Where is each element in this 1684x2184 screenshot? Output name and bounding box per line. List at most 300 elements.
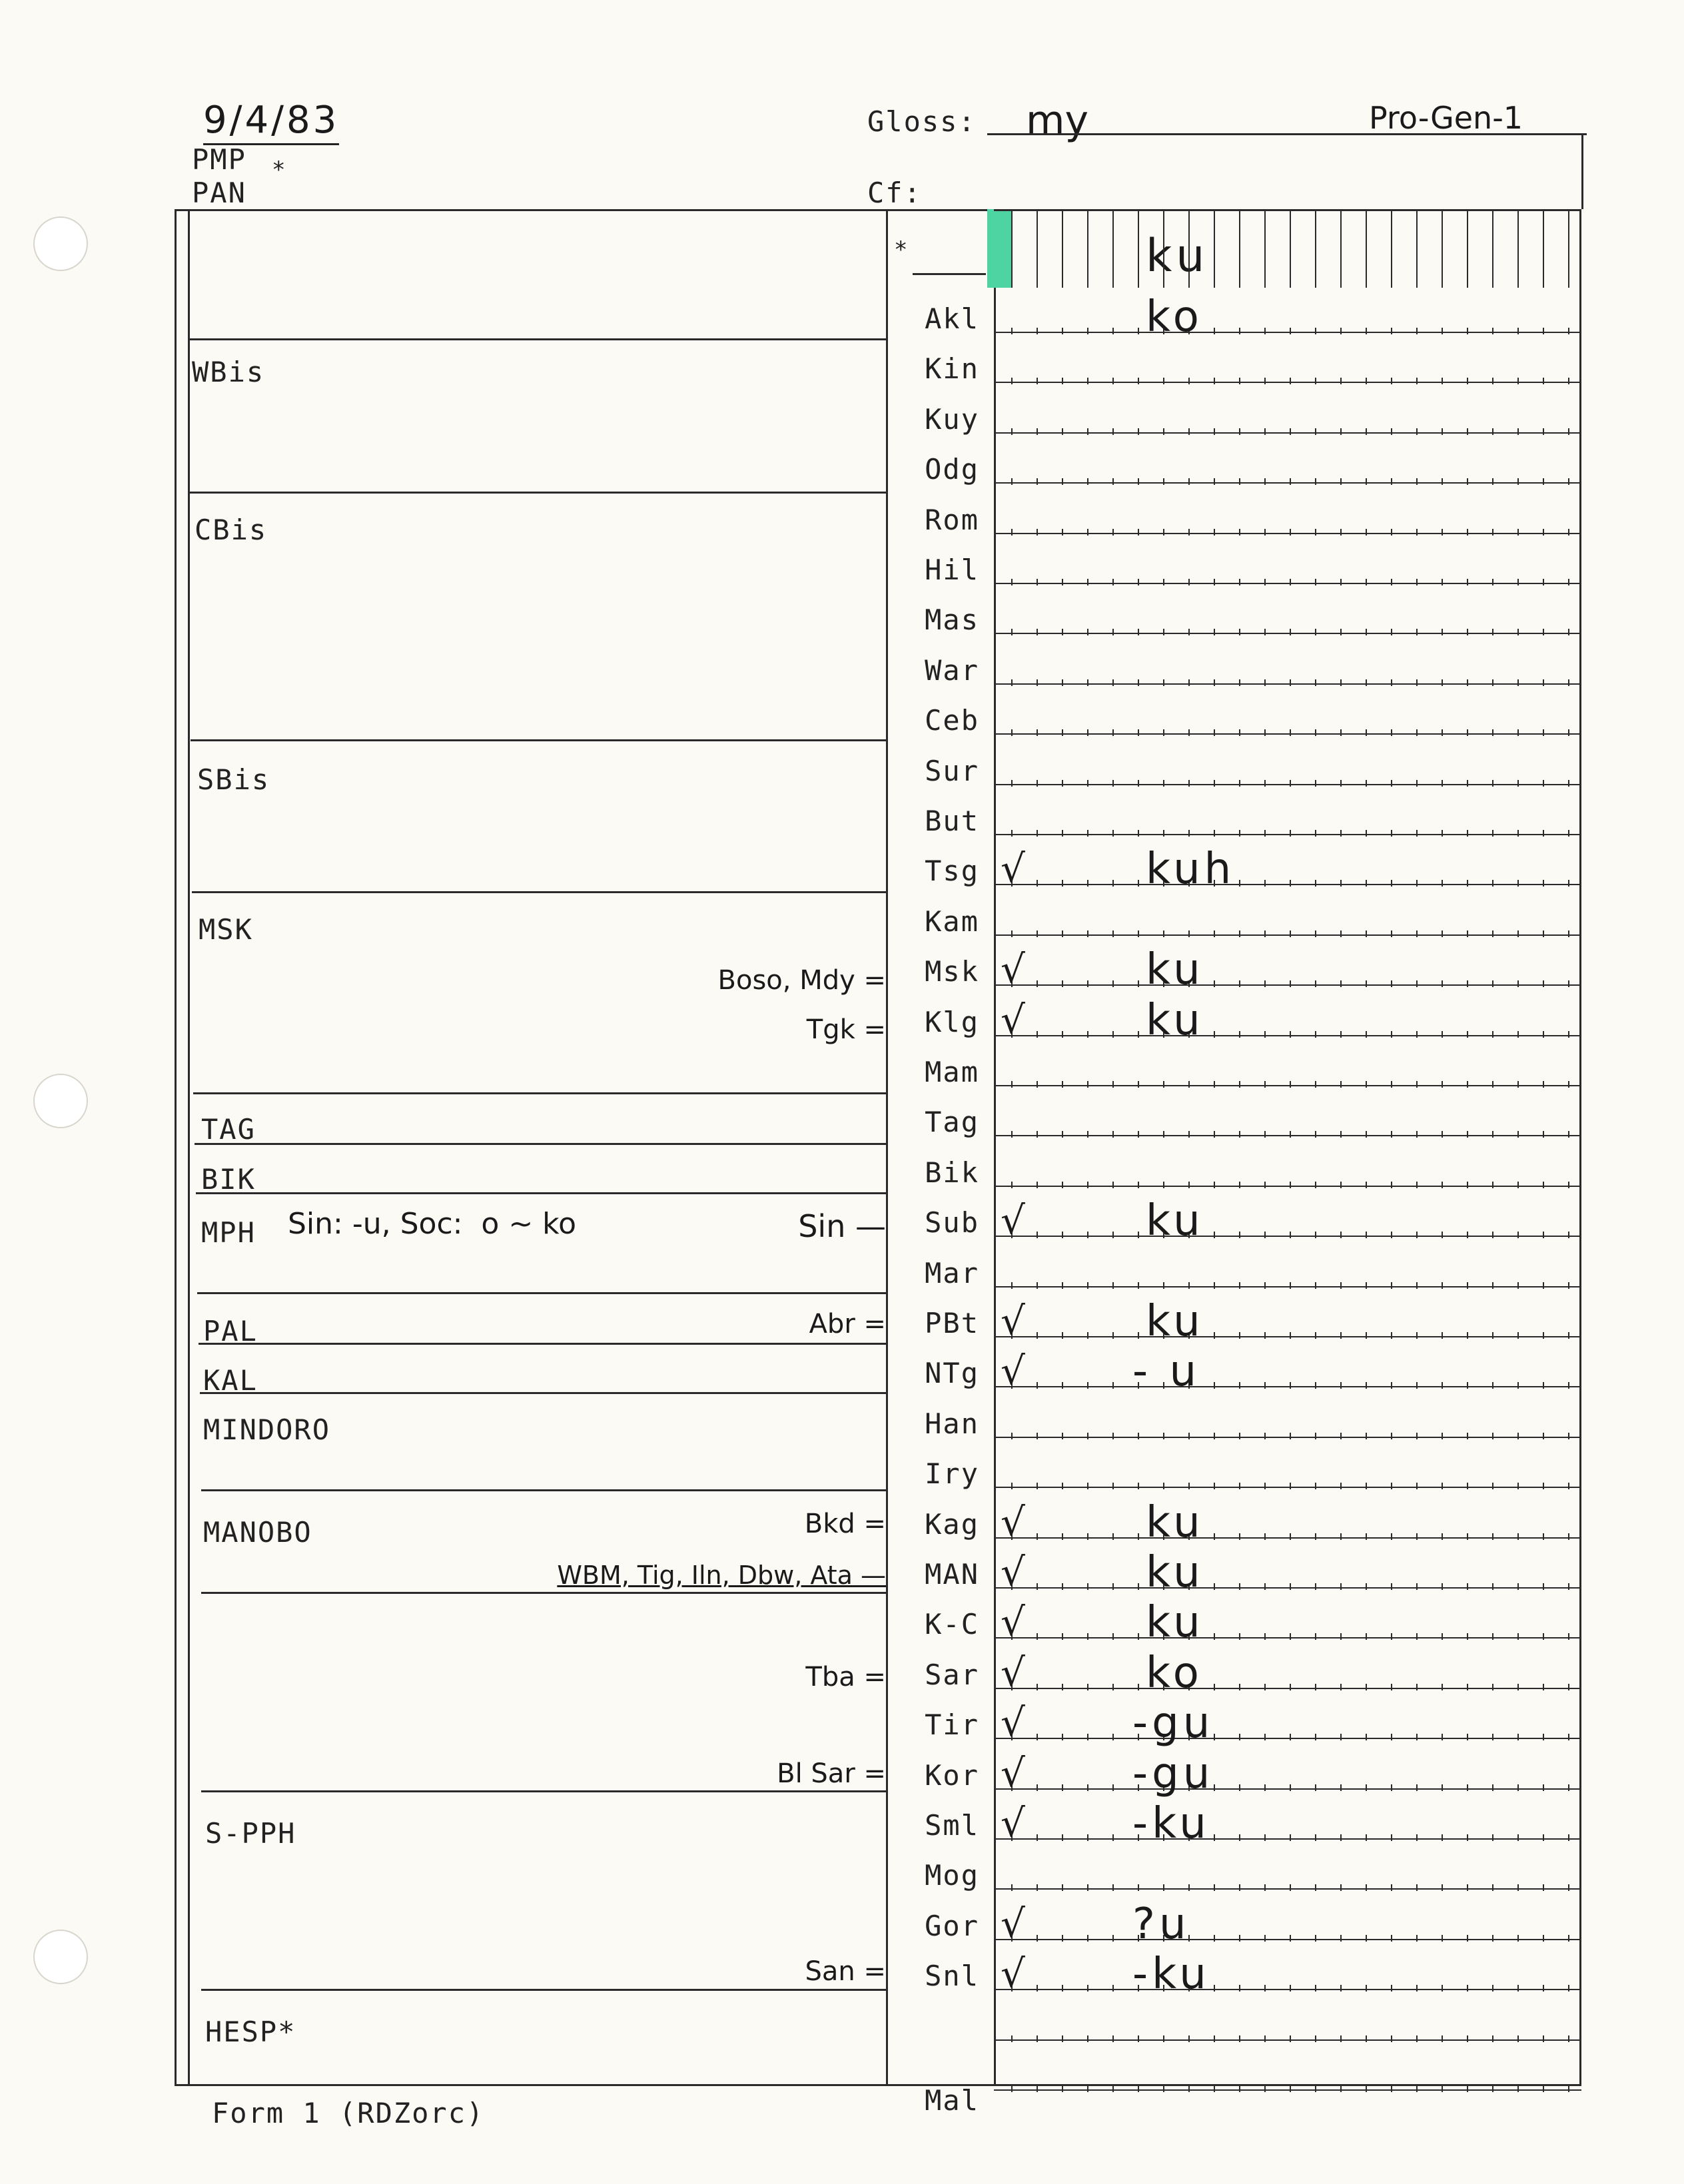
row-check: √ <box>1001 1900 1025 1946</box>
row-tick <box>1163 579 1164 585</box>
row-tick <box>1315 478 1316 485</box>
row-tick <box>1517 529 1519 536</box>
row-tick <box>1340 1282 1342 1289</box>
note-sub: Sin — <box>798 1208 886 1244</box>
row-tick <box>1239 1483 1240 1489</box>
row-tick <box>1340 1734 1342 1740</box>
row-tick <box>1062 729 1063 736</box>
row-tick <box>1264 428 1266 435</box>
row-tick <box>1062 1734 1063 1740</box>
row-code: Rom <box>925 503 979 536</box>
row-tick <box>1442 1433 1443 1439</box>
row-tick <box>1315 1081 1316 1088</box>
row-tick <box>1290 579 1291 585</box>
row-tick <box>1037 1232 1038 1238</box>
row-tick <box>1568 1784 1569 1791</box>
row-check: √ <box>1001 1499 1025 1545</box>
row-tick <box>1315 1935 1316 1942</box>
row-tick <box>1568 378 1569 384</box>
row-code: Kuy <box>925 402 979 436</box>
row-tick <box>1264 1483 1266 1489</box>
row-code: Kin <box>925 352 979 386</box>
row-tick <box>1062 1282 1063 1289</box>
row-tick <box>1112 1583 1114 1590</box>
row-tick <box>1239 1282 1240 1289</box>
row-tick <box>1517 1684 1519 1690</box>
row-tick <box>1442 529 1443 536</box>
row-tick <box>1568 1884 1569 1891</box>
row-tick <box>1214 1985 1215 1992</box>
row-check: √ <box>1001 1599 1025 1645</box>
row-tick <box>1517 1282 1519 1289</box>
row-tick <box>1138 1031 1139 1038</box>
row-code: Hil <box>925 553 979 586</box>
row-tick <box>1315 679 1316 686</box>
binder-hole-middle <box>33 1074 88 1128</box>
row-tick <box>1340 1232 1342 1238</box>
row-tick <box>1264 1935 1266 1942</box>
row-tick <box>1264 1332 1266 1339</box>
row-tick <box>1138 328 1139 334</box>
row-tick <box>1239 378 1240 384</box>
row-tick <box>1568 980 1569 987</box>
row-tick <box>1517 1131 1519 1138</box>
row-tick <box>1340 328 1342 334</box>
row-tick <box>1492 1633 1493 1640</box>
row-code: K-C <box>925 1608 979 1641</box>
row-tick <box>1163 378 1164 384</box>
row-tick <box>1366 629 1367 635</box>
row-tick <box>1543 729 1544 736</box>
row-tick <box>1214 930 1215 937</box>
row-tick <box>1442 1232 1443 1238</box>
row-tick <box>1037 2085 1038 2092</box>
row-tick <box>1340 1583 1342 1590</box>
row-tick <box>1366 1935 1367 1942</box>
row-tick <box>1011 478 1013 485</box>
row-tick <box>1214 629 1215 635</box>
row-tick <box>1442 579 1443 585</box>
grid-column-tick <box>1442 209 1443 288</box>
row-tick <box>1467 1382 1468 1389</box>
row-tick <box>1315 629 1316 635</box>
row-tick <box>1391 980 1392 987</box>
row-tick <box>1087 478 1088 485</box>
row-tick <box>1138 679 1139 686</box>
row-tick <box>1340 2085 1342 2092</box>
row-tick <box>1467 930 1468 937</box>
section-divider <box>197 1292 886 1294</box>
row-tick <box>1517 1081 1519 1088</box>
row-code: Kor <box>925 1758 979 1792</box>
row-tick <box>1492 830 1493 837</box>
row-tick <box>1467 428 1468 435</box>
row-tick <box>1340 1935 1342 1942</box>
row-tick <box>1315 1483 1316 1489</box>
row-tick <box>1340 428 1342 435</box>
row-tick <box>1112 1483 1114 1489</box>
row-tick <box>1568 1433 1569 1439</box>
row-code: Klg <box>925 1005 979 1038</box>
row-tick <box>1087 1985 1088 1992</box>
row-tick <box>1163 679 1164 686</box>
row-tick <box>1037 1382 1038 1389</box>
row-tick <box>1340 478 1342 485</box>
row-tick <box>1062 328 1063 334</box>
row-tick <box>1062 579 1063 585</box>
row-tick <box>1037 529 1038 536</box>
section-manobo: MANOBO <box>203 1516 312 1549</box>
row-tick <box>1214 980 1215 987</box>
row-tick <box>1467 1332 1468 1339</box>
row-tick <box>1290 428 1291 435</box>
grid-column-tick <box>1062 209 1063 288</box>
row-tick <box>1315 1834 1316 1841</box>
row-tick <box>1239 1433 1240 1439</box>
section-divider <box>188 338 886 340</box>
row-tick <box>1290 1433 1291 1439</box>
row-tick <box>1517 478 1519 485</box>
row-tick <box>1517 1483 1519 1489</box>
row-tick <box>1239 328 1240 334</box>
section-mph: MPH <box>201 1216 256 1249</box>
row-tick <box>1442 1834 1443 1841</box>
row-tick <box>1340 1784 1342 1791</box>
row-tick <box>1416 1483 1418 1489</box>
row-tick <box>1568 1332 1569 1339</box>
row-tick <box>1087 1834 1088 1841</box>
row-tick <box>1492 1935 1493 1942</box>
row-tick <box>1391 1031 1392 1038</box>
row-tick <box>1011 1433 1013 1439</box>
row-form: -ku <box>1132 1950 1210 2000</box>
row-tick <box>1391 1081 1392 1088</box>
row-tick <box>1366 529 1367 536</box>
row-tick <box>1290 1182 1291 1188</box>
row-tick <box>1391 629 1392 635</box>
row-tick <box>1290 629 1291 635</box>
row-tick <box>1062 378 1063 384</box>
section-mindoro: MINDORO <box>203 1413 331 1446</box>
row-tick <box>1366 1382 1367 1389</box>
row-tick <box>1492 478 1493 485</box>
row-tick <box>1087 529 1088 536</box>
row-tick <box>1239 2085 1240 2092</box>
row-tick <box>1239 1382 1240 1389</box>
row-tick <box>1138 428 1139 435</box>
row-tick <box>1087 1784 1088 1791</box>
row-tick <box>1517 1332 1519 1339</box>
row-code: Iry <box>925 1457 979 1491</box>
row-tick <box>1062 1834 1063 1841</box>
row-tick <box>1062 1232 1063 1238</box>
row-check: √ <box>1001 1298 1025 1343</box>
row-tick <box>1239 1935 1240 1942</box>
row-tick <box>1517 1433 1519 1439</box>
row-tick <box>1037 328 1038 334</box>
row-tick <box>1442 1081 1443 1088</box>
row-tick <box>1315 428 1316 435</box>
row-form: -ku <box>1132 1799 1210 1848</box>
row-tick <box>1442 729 1443 736</box>
row-tick <box>1188 679 1190 686</box>
footer: Form 1 (RDZorc) <box>212 2097 485 2129</box>
row-tick <box>1568 1684 1569 1690</box>
row-tick <box>1290 880 1291 887</box>
row-tick <box>1340 1985 1342 1992</box>
row-tick <box>1568 1533 1569 1540</box>
grid-column-tick <box>1037 209 1038 288</box>
row-tick <box>1138 378 1139 384</box>
row-tick <box>1264 2035 1266 2042</box>
section-divider <box>189 492 886 494</box>
row-tick <box>1011 378 1013 384</box>
section-divider <box>191 739 886 741</box>
row-tick <box>1315 830 1316 837</box>
row-tick <box>1037 629 1038 635</box>
row-tick <box>1315 1734 1316 1740</box>
row-tick <box>1340 1382 1342 1389</box>
row-tick <box>1568 1583 1569 1590</box>
section-sbis: SBis <box>197 763 270 796</box>
row-tick <box>1492 1131 1493 1138</box>
row-tick <box>1492 1533 1493 1540</box>
row-tick <box>1264 629 1266 635</box>
row-tick <box>1163 1483 1164 1489</box>
row-tick <box>1138 1081 1139 1088</box>
section-s-pph: S-PPH <box>205 1817 296 1850</box>
row-tick <box>1037 830 1038 837</box>
row-tick <box>1340 880 1342 887</box>
row-tick <box>1062 1884 1063 1891</box>
row-code: Sml <box>925 1809 979 1842</box>
row-tick <box>1391 1734 1392 1740</box>
row-code: Kam <box>925 905 979 938</box>
row-tick <box>1214 1734 1215 1740</box>
row-tick <box>1366 1232 1367 1238</box>
row-tick <box>1467 1282 1468 1289</box>
row-tick <box>1543 1533 1544 1540</box>
row-tick <box>1037 1182 1038 1188</box>
row-tick <box>1138 1282 1139 1289</box>
row-tick <box>1188 478 1190 485</box>
row-tick <box>1315 1031 1316 1038</box>
row-tick <box>1416 2085 1418 2092</box>
note-man: WBM, Tig, Iln, Dbw, Ata — <box>557 1561 886 1590</box>
row-code: NTg <box>925 1357 979 1390</box>
row-tick <box>1366 1533 1367 1540</box>
row-tick <box>1138 579 1139 585</box>
row-tick <box>1366 1884 1367 1891</box>
row-tick <box>1543 1583 1544 1590</box>
row-tick <box>1112 478 1114 485</box>
row-tick <box>1467 780 1468 787</box>
row-tick <box>1138 1884 1139 1891</box>
row-tick <box>1340 1533 1342 1540</box>
row-tick <box>1543 1834 1544 1841</box>
row-tick <box>1568 729 1569 736</box>
row-code: Han <box>925 1407 979 1440</box>
section-pal: PAL <box>203 1315 258 1347</box>
row-tick <box>1011 729 1013 736</box>
row-tick <box>1315 378 1316 384</box>
row-form: ku <box>1146 945 1204 995</box>
row-tick <box>1442 1131 1443 1138</box>
row-tick <box>1239 1332 1240 1339</box>
row-tick <box>1568 529 1569 536</box>
row-tick <box>1492 629 1493 635</box>
row-tick <box>1366 1081 1367 1088</box>
row-tick <box>1264 1031 1266 1038</box>
row-tick <box>1517 1232 1519 1238</box>
row-tick <box>1416 729 1418 736</box>
row-tick <box>1492 980 1493 987</box>
row-tick <box>1340 1131 1342 1138</box>
row-tick <box>1391 1232 1392 1238</box>
row-tick <box>1568 780 1569 787</box>
row-tick <box>1138 1633 1139 1640</box>
row-tick <box>1037 980 1038 987</box>
row-tick <box>1340 579 1342 585</box>
row-tick <box>1087 1734 1088 1740</box>
row-tick <box>1163 1182 1164 1188</box>
row-tick <box>1315 1382 1316 1389</box>
row-tick <box>1467 529 1468 536</box>
row-tick <box>1467 1131 1468 1138</box>
row-tick <box>1188 2085 1190 2092</box>
row-tick <box>1492 729 1493 736</box>
row-tick <box>1391 1583 1392 1590</box>
row-tick <box>1138 1332 1139 1339</box>
row-tick <box>1239 1182 1240 1188</box>
row-tick <box>1062 780 1063 787</box>
row-tick <box>1416 378 1418 384</box>
row-tick <box>1290 2085 1291 2092</box>
row-tick <box>1290 1734 1291 1740</box>
row-tick <box>1517 780 1519 787</box>
row-tick <box>1214 1583 1215 1590</box>
row-tick <box>1188 1131 1190 1138</box>
row-tick <box>1543 1182 1544 1188</box>
proto-form: ku <box>1146 230 1210 282</box>
row-code: Mas <box>925 603 979 637</box>
green-tab-marker <box>987 209 1011 288</box>
row-tick <box>1290 1081 1291 1088</box>
row-tick <box>1264 1433 1266 1439</box>
row-tick <box>1315 729 1316 736</box>
row-tick <box>1568 1734 1569 1740</box>
row-tick <box>1366 1131 1367 1138</box>
row-tick <box>1391 1332 1392 1339</box>
form-frame <box>175 209 1581 2086</box>
row-tick <box>1543 328 1544 334</box>
row-tick <box>1416 1533 1418 1540</box>
row-tick <box>1568 1483 1569 1489</box>
row-tick <box>1290 1834 1291 1841</box>
row-code: Sar <box>925 1658 979 1691</box>
cf-label: Cf: <box>867 177 922 209</box>
grid-column-tick <box>1467 209 1468 288</box>
row-tick <box>1568 1081 1569 1088</box>
row-tick <box>1340 1884 1342 1891</box>
row-tick <box>1568 1031 1569 1038</box>
code-column-left-border <box>886 209 888 2086</box>
row-tick <box>1264 1834 1266 1841</box>
date: 9/4/83 <box>203 99 339 145</box>
row-tick <box>1290 378 1291 384</box>
row-tick <box>1416 1131 1418 1138</box>
row-tick <box>1492 1433 1493 1439</box>
row-tick <box>1264 378 1266 384</box>
row-tick <box>1214 428 1215 435</box>
row-code: Msk <box>925 955 979 988</box>
row-tick <box>1062 830 1063 837</box>
row-tick <box>1188 1483 1190 1489</box>
row-tick <box>1112 930 1114 937</box>
row-tick <box>1467 1483 1468 1489</box>
row-tick <box>1416 980 1418 987</box>
row-tick <box>1467 1884 1468 1891</box>
row-tick <box>1062 478 1063 485</box>
row-tick <box>1467 1232 1468 1238</box>
row-tick <box>1087 1131 1088 1138</box>
row-tick <box>1011 1282 1013 1289</box>
row-tick <box>1568 1182 1569 1188</box>
row-tick <box>1011 930 1013 937</box>
row-tick <box>1239 1081 1240 1088</box>
note-pbt: Abr = <box>809 1309 886 1339</box>
note-msk: Boso, Mdy = <box>717 965 886 996</box>
row-tick <box>1264 1081 1266 1088</box>
row-tick <box>1340 378 1342 384</box>
gloss-label: Gloss: <box>867 105 977 138</box>
row-tick <box>1163 1884 1164 1891</box>
row-tick <box>1416 1382 1418 1389</box>
row-tick <box>1391 1784 1392 1791</box>
row-tick <box>1492 1734 1493 1740</box>
row-tick <box>1037 1081 1038 1088</box>
row-tick <box>1340 980 1342 987</box>
row-tick <box>1492 529 1493 536</box>
row-tick <box>1239 579 1240 585</box>
row-tick <box>1543 428 1544 435</box>
row-tick <box>1239 880 1240 887</box>
row-tick <box>1214 1633 1215 1640</box>
row-tick <box>1037 1633 1038 1640</box>
row-tick <box>1087 1684 1088 1690</box>
row-tick <box>1492 1985 1493 1992</box>
row-tick <box>1492 679 1493 686</box>
row-tick <box>1087 980 1088 987</box>
row-tick <box>1011 679 1013 686</box>
row-tick <box>1391 1633 1392 1640</box>
row-tick <box>1037 1784 1038 1791</box>
row-tick <box>1416 1884 1418 1891</box>
row-tick <box>1037 1684 1038 1690</box>
row-tick <box>1467 1734 1468 1740</box>
row-tick <box>1062 1784 1063 1791</box>
row-tick <box>1467 1684 1468 1690</box>
row-tick <box>1543 2085 1544 2092</box>
row-tick <box>1112 1633 1114 1640</box>
row-tick <box>1037 428 1038 435</box>
row-tick <box>1062 1533 1063 1540</box>
row-tick <box>1037 880 1038 887</box>
row-tick <box>1087 729 1088 736</box>
row-tick <box>1214 1081 1215 1088</box>
row-tick <box>1214 1332 1215 1339</box>
row-form: ku <box>1146 1497 1204 1547</box>
